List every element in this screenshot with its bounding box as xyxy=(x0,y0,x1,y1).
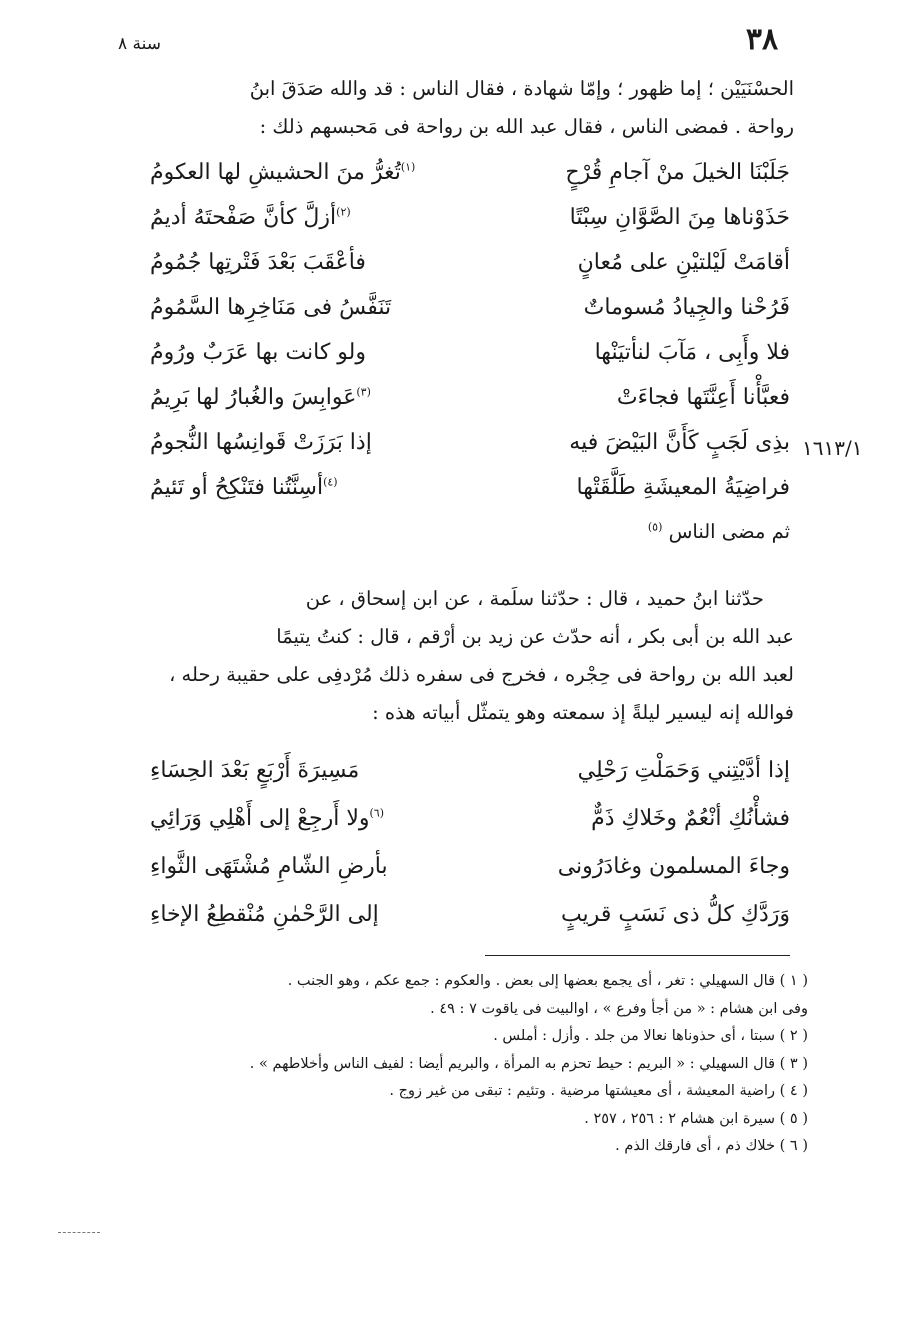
text-line: حدّثنا ابنُ حميد ، قال : حدّثنا سلَمة ، عن ابن إسحاق ، عن xyxy=(305,587,764,610)
second-hemistich-text: أسِنَّتُنا فتَنْكِحُ أو تَئيمُ xyxy=(150,475,324,500)
margin-reference: ١٦١٣/١ xyxy=(802,436,863,460)
second-hemistich xyxy=(150,475,338,500)
second-hemistich-text: ولا أَرجِعْ إلى أَهْلِي وَرَائِي xyxy=(150,806,370,831)
first-hemistich: أقامَتْ لَيْلتيْنِ على مُعانٍ xyxy=(577,250,790,275)
verse-line xyxy=(150,250,790,295)
first-hemistich: وجاءَ المسلمون وغادَرُونى xyxy=(557,854,790,879)
first-hemistich: فلا وأَبِى ، مَآبَ لنأتيَنْها xyxy=(594,340,790,365)
second-hemistich-text: عَوابِسَ والغُبارُ لها بَرِيمُ xyxy=(150,385,357,410)
verse-line xyxy=(150,475,790,520)
footnote-marker: (٥) xyxy=(647,520,663,534)
second-hemistich: مَسِيرَةَ أَرْبَعٍ بَعْدَ الحِسَاءِ xyxy=(150,758,360,783)
first-hemistich: فشأْنُكِ أنْعُمٌ وخَلاكِ ذَمٌّ xyxy=(591,806,790,831)
footnote: ( ٤ ) راضية المعيشة ، أى معيشتها مرضية . وتئيم : تبقى من غير زوج . xyxy=(389,1083,808,1099)
footnote: ( ٣ ) قال السهيلي : « البريم : حيط تحزم به المرأة ، والبريم أيضا : لفيف الناس وأخلاطهم » . xyxy=(249,1055,808,1072)
footnote-divider xyxy=(485,955,790,956)
second-hemistich: فأعْقَبَ بَعْدَ فَتْرتِها جُمُومُ xyxy=(150,250,366,275)
text-line: عبد الله بن أبى بكر ، أنه حدّث عن زيد بن أرْقم ، قال : كنتُ يتيمًا xyxy=(276,625,794,648)
text-line: فوالله إنه ليسير ليلةً إذ سمعته وهو يتمثّل أبياته هذه : xyxy=(372,701,794,724)
verse-line xyxy=(150,340,790,385)
first-hemistich: وَرَدَّكِ كلُّ ذى نَسَبٍ قريبٍ xyxy=(560,902,790,927)
text-line: رواحة . فمضى الناس ، فقال عبد الله بن رواحة فى مَحبسهم ذلك : xyxy=(259,115,794,138)
footnote: ( ١ ) قال السهيلي : تغر ، أى يجمع بعضها إلى بعض . والعكوم : جمع عكم ، وهو الجنب . xyxy=(287,973,808,989)
footnote-marker: (٣) xyxy=(356,385,371,399)
verse-line xyxy=(150,205,790,250)
second-hemistich-text: تُغرُّ منَ الحشيشِ لها العكومُ xyxy=(150,160,401,185)
verse-line xyxy=(150,295,790,340)
second-hemistich xyxy=(150,806,384,831)
first-hemistich: فَرُحْنا والجِيادُ مُسوماتٌ xyxy=(583,295,790,320)
verse-line xyxy=(150,430,790,475)
footnote-marker: (٦) xyxy=(369,806,385,820)
paragraph-1 xyxy=(108,70,794,146)
page-number: ٣٨ xyxy=(745,22,779,57)
verse-line xyxy=(150,160,790,205)
verse-line xyxy=(150,758,790,806)
footnote: وفى ابن هشام : « من أجأ وفرع » ، اوالبيت فى ياقوت ٧ : ٤٩ . xyxy=(430,1000,808,1017)
first-hemistich: جَلَبْنَا الخيلَ منْ آجامِ قُرْحٍ xyxy=(565,160,790,185)
verse-line xyxy=(150,854,790,902)
first-hemistich: فراضِيَةُ المعيشَةِ طَلَّقَتْها xyxy=(576,475,790,500)
poem-1 xyxy=(150,160,790,554)
footnotes xyxy=(108,968,808,1161)
first-hemistich: بذِى لَجَبٍ كَأَنَّ البَيْضَ فيه xyxy=(569,430,790,455)
second-hemistich-text: أزلَّ كأنَّ صَفْحتَهُ أديمُ xyxy=(150,205,337,230)
first-hemistich: فعبَّأْنا أَعِنَّتَها فجاءَتْ xyxy=(616,385,790,410)
running-head: سنة ٨ xyxy=(118,34,162,54)
footnote-marker: (٤) xyxy=(323,475,338,489)
scan-mark xyxy=(58,1232,100,1233)
footnote-marker: (١) xyxy=(400,160,416,174)
second-hemistich: تَنَفَّسُ فى مَنَاخِرِها السَّمُومُ xyxy=(150,295,392,320)
poem-2 xyxy=(150,758,790,950)
closing-text: ثم مضى الناس xyxy=(668,520,790,543)
footnote: ( ٥ ) سيرة ابن هشام ٢ : ٢٥٦ ، ٢٥٧ . xyxy=(584,1110,808,1127)
second-hemistich: ولو كانت بها عَرَبٌ ورُومُ xyxy=(150,340,367,365)
verse-line xyxy=(150,902,790,950)
second-hemistich xyxy=(150,385,371,410)
closing-line xyxy=(150,520,790,554)
second-hemistich xyxy=(150,205,351,230)
second-hemistich: بأرضِ الشّامِ مُشْتَهَى الثَّواءِ xyxy=(150,854,388,879)
first-hemistich: إذا أدَّيْتِني وَحَمَلْتِ رَحْلِي xyxy=(577,758,790,783)
text-line: لعبد الله بن رواحة فى حِجْره ، فخرج فى سفره ذلك مُرْدفِى على حقيبة رحله ، xyxy=(169,663,794,686)
paragraph-2 xyxy=(108,580,794,732)
second-hemistich: إلى الرَّحْمٰنِ مُنْقطِعُ الإخاءِ xyxy=(150,902,379,927)
text-line: الحسْنَيَيْن ؛ إما ظهور ؛ وإمّا شهادة ، فقال الناس : قد والله صَدَقَ ابنُ xyxy=(249,77,794,100)
footnote: ( ٦ ) خلاك ذم ، أى فارقك الذم . xyxy=(615,1138,808,1154)
verse-line xyxy=(150,385,790,430)
verse-line xyxy=(150,806,790,854)
first-hemistich: حَذَوْناها مِنَ الصَّوَّانِ سِبْتًا xyxy=(569,205,790,230)
footnote-marker: (٢) xyxy=(336,205,351,219)
second-hemistich: إذا بَرَزَتْ قَوانِسُها النُّجومُ xyxy=(150,430,372,455)
second-hemistich xyxy=(150,160,415,185)
footnote: ( ٢ ) سبتا ، أى حذوناها نعالا من جلد . وأزل : أملس . xyxy=(493,1028,808,1044)
